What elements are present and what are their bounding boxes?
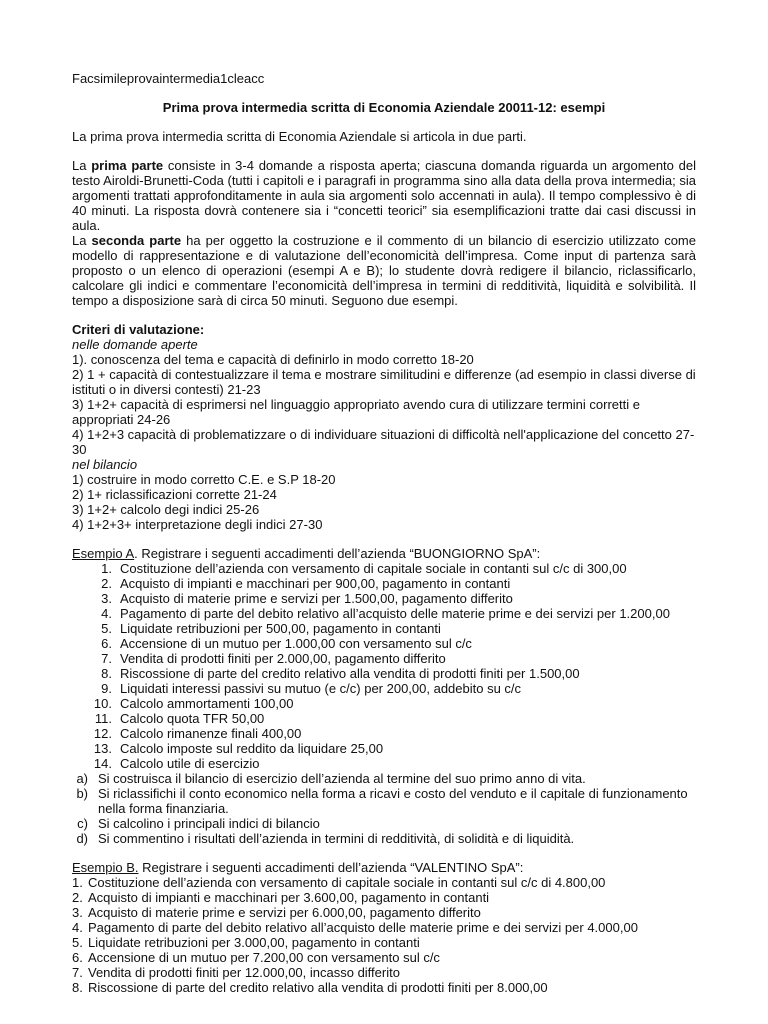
item-text: Acquisto di materie prime e servizi per 1.500,00, pagamento differito	[120, 591, 513, 606]
list-item	[72, 965, 696, 980]
example-a-section	[72, 546, 696, 846]
task-text: Si commentino i risultati dell’azienda in termini di redditività, di solidità e di liquidità.	[98, 831, 575, 846]
list-item	[72, 756, 696, 771]
first-part-text: consiste in 3-4 domande a risposta aperta; ciascuna domanda riguarda un argomento del testo Airoldi-Brunetti-Coda (tutti i capitoli e i paragrafi in programma sino alla data della prova intermedia; sia argomenti trattati approfonditamente in aula sia argomenti solo accennati in aula). Il tempo complessivo è di 40 minuti. La risposta dovrà contenere sia i “concetti teorici” sia esemplificazioni tratte dai casi discussi in aula.	[72, 158, 696, 233]
item-number: 14.	[93, 756, 112, 771]
criteria-open-item: 1). conoscenza del tema e capacità di definirlo in modo corretto 18-20	[72, 352, 474, 367]
list-item	[72, 741, 696, 756]
item-text: Accensione di un mutuo per 1.000,00 con versamento sul c/c	[120, 636, 472, 651]
task-item	[72, 771, 696, 786]
criteria-bilancio-item: 2) 1+ riclassificazioni corrette 21-24	[72, 487, 277, 502]
item-number: 8.	[72, 980, 83, 995]
item-number: 13.	[93, 741, 112, 756]
list-item	[72, 651, 696, 666]
list-item	[72, 591, 696, 606]
criteria-heading-text: Criteri di valutazione:	[72, 322, 205, 337]
list-item	[72, 920, 696, 935]
item-number: 5.	[72, 935, 83, 950]
item-number: 2.	[72, 890, 83, 905]
second-part-pre: La	[72, 233, 92, 248]
second-part-bold: seconda parte	[91, 233, 182, 248]
item-number: 1.	[72, 875, 83, 890]
item-text: Calcolo rimanenze finali 400,00	[120, 726, 302, 741]
criteria-section	[72, 322, 696, 532]
example-a-list	[72, 561, 696, 771]
item-number: 5.	[101, 621, 112, 636]
criteria-open-item: 4) 1+2+3 capacità di problematizzare o di individuare situazioni di difficoltà nell'applicazione del concetto 27-30	[72, 427, 695, 457]
item-number: 7.	[101, 651, 112, 666]
task-letter: d)	[76, 831, 88, 846]
document-title: Prima prova intermedia scritta di Economia Aziendale 20011-12: esempi	[162, 100, 606, 115]
item-number: 7.	[72, 965, 83, 980]
item-number: 10.	[93, 696, 112, 711]
criteria-bilancio-item: 3) 1+2+ calcolo degi indici 25-26	[72, 502, 260, 517]
list-item	[72, 666, 696, 681]
list-item	[72, 696, 696, 711]
item-number: 6.	[101, 636, 112, 651]
document-header: Facsimileprovaintermedia1cleacc	[72, 71, 265, 86]
item-number: 11.	[94, 711, 112, 726]
item-text: Acquisto di materie prime e servizi per 6.000,00, pagamento differito	[88, 905, 481, 920]
item-text: Acquisto di impianti e macchinari per 900,00, pagamento in contanti	[120, 576, 511, 591]
example-b-label: Esempio B.	[72, 860, 139, 875]
first-part-paragraph	[72, 158, 696, 233]
item-number: 6.	[72, 950, 83, 965]
criteria-bilancio-item: 1) costruire in modo corretto C.E. e S.P 18-20	[72, 472, 336, 487]
criteria-open-item: 3) 1+2+ capacità di esprimersi nel linguaggio appropriato avendo cura di utilizzare termini corretti e appropriati 24-26	[72, 397, 640, 427]
example-b-section	[72, 860, 696, 995]
task-item	[72, 816, 696, 831]
item-text: Calcolo quota TFR 50,00	[120, 711, 265, 726]
task-text: Si calcolino i principali indici di bilancio	[98, 816, 320, 831]
second-part-paragraph	[72, 233, 696, 308]
list-item	[72, 935, 696, 950]
intro-paragraph: La prima prova intermedia scritta di Economia Aziendale si articola in due parti.	[72, 129, 527, 144]
task-item	[72, 831, 696, 846]
list-item	[72, 890, 696, 905]
item-number: 4.	[72, 920, 83, 935]
bilancio-label: nel bilancio	[72, 457, 138, 472]
example-b-intro	[72, 860, 696, 875]
list-item	[72, 905, 696, 920]
item-number: 9.	[101, 681, 112, 696]
task-letter: b)	[76, 786, 88, 801]
list-item	[72, 875, 696, 890]
item-text: Vendita di prodotti finiti per 12.000,00, incasso differito	[88, 965, 400, 980]
first-part-bold: prima parte	[91, 158, 164, 173]
item-number: 1.	[101, 561, 112, 576]
item-text: Acquisto di impianti e macchinari per 3.600,00, pagamento in contanti	[88, 890, 490, 905]
item-text: Costituzione dell’azienda con versamento di capitale sociale in contanti sul c/c di 4.800,00	[88, 875, 606, 890]
item-number: 4.	[101, 606, 112, 621]
item-text: Calcolo imposte sul reddito da liquidare 25,00	[120, 741, 384, 756]
item-number: 8.	[101, 666, 112, 681]
list-item	[72, 576, 696, 591]
task-letter: c)	[77, 816, 88, 831]
example-a-text: . Registrare i seguenti accadimenti dell’azienda “BUONGIORNO SpA”:	[134, 546, 541, 561]
item-text: Calcolo ammortamenti 100,00	[120, 696, 294, 711]
item-text: Riscossione di parte del credito relativo alla vendita di prodotti finiti per 1.500,00	[120, 666, 580, 681]
task-letter: a)	[76, 771, 88, 786]
list-item	[72, 621, 696, 636]
list-item	[72, 711, 696, 726]
item-text: Pagamento di parte del debito relativo all’acquisto delle materie prime e dei servizi per 1.200,00	[120, 606, 670, 621]
item-number: 3.	[101, 591, 112, 606]
item-text: Riscossione di parte del credito relativo alla vendita di prodotti finiti per 8.000,00	[88, 980, 548, 995]
task-text: Si costruisca il bilancio di esercizio dell’azienda al termine del suo primo anno di vita.	[98, 771, 586, 786]
example-a-tasks	[72, 771, 696, 846]
list-item	[72, 950, 696, 965]
item-text: Pagamento di parte del debito relativo all’acquisto delle materie prime e dei servizi per 4.000,00	[88, 920, 638, 935]
item-number: 12.	[93, 726, 112, 741]
item-text: Accensione di un mutuo per 7.200,00 con versamento sul c/c	[88, 950, 440, 965]
item-text: Liquidate retribuzioni per 500,00, pagamento in contanti	[120, 621, 441, 636]
criteria-bilancio-item: 4) 1+2+3+ interpretazione degli indici 27-30	[72, 517, 323, 532]
item-number: 3.	[72, 905, 83, 920]
item-text: Costituzione dell’azienda con versamento di capitale sociale in contanti sul c/c di 300,00	[120, 561, 627, 576]
open-questions-label: nelle domande aperte	[72, 337, 198, 352]
item-text: Liquidati interessi passivi su mutuo (e c/c) per 200,00, addebito su c/c	[120, 681, 522, 696]
list-item	[72, 726, 696, 741]
item-text: Liquidate retribuzioni per 3.000,00, pagamento in contanti	[88, 935, 420, 950]
first-part-pre: La	[72, 158, 92, 173]
list-item	[72, 980, 696, 995]
list-item	[72, 636, 696, 651]
item-text: Vendita di prodotti finiti per 2.000,00, pagamento differito	[120, 651, 446, 666]
example-b-list	[72, 875, 696, 995]
item-number: 2.	[101, 576, 112, 591]
list-item	[72, 561, 696, 576]
task-text: Si riclassifichi il conto economico nella forma a ricavi e costo del venduto e il capitale di funzionamento nella forma finanziaria.	[98, 786, 688, 816]
item-text: Calcolo utile di esercizio	[120, 756, 260, 771]
second-part-text: ha per oggetto la costruzione e il commento di un bilancio di esercizio utilizzato come modello di rappresentazione e di valutazione dell’economicità dell’impresa. Come input di partenza sarà proposto o un elenco di operazioni (esempi A e B); lo studente dovrà redigere il bilancio, riclassificarlo, calcolare gli indici e commentare l’economicità dell’impresa in termini di redditività, liquidità e solvibilità. Il tempo a disposizione sarà di circa 50 minuti. Seguono due esempi.	[72, 233, 696, 308]
example-a-label: Esempio A	[72, 546, 135, 561]
example-a-intro	[72, 546, 696, 561]
criteria-open-item: 2) 1 + capacità di contestualizzare il tema e mostrare similitudini e differenze (ad esempio in classi diverse di istituti o in diversi contesti) 21-23	[72, 367, 696, 397]
list-item	[72, 681, 696, 696]
criteria-heading	[72, 322, 696, 337]
example-b-text: Registrare i seguenti accadimenti dell’azienda “VALENTINO SpA”:	[138, 860, 524, 875]
task-item	[72, 786, 696, 816]
list-item	[72, 606, 696, 621]
